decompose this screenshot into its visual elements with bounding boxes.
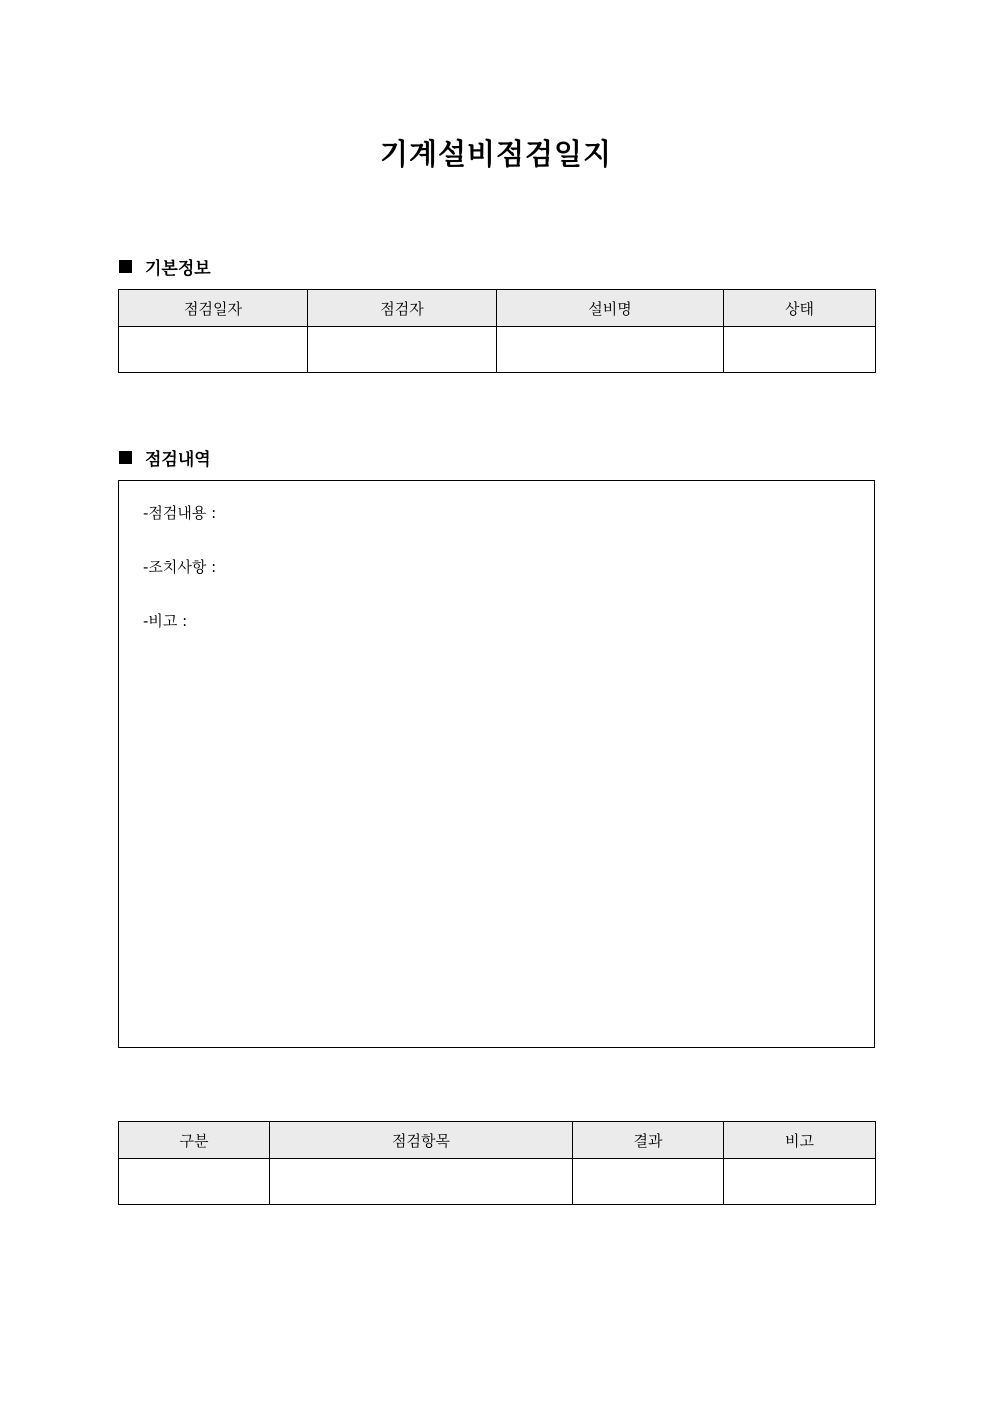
column-header-inspection-date: 점검일자 <box>119 290 308 327</box>
column-header-equipment-name: 설비명 <box>497 290 724 327</box>
result-cell[interactable] <box>573 1159 724 1205</box>
section-heading-basic-info <box>119 254 211 279</box>
status-cell[interactable] <box>724 327 876 373</box>
inspection-content-label: -점검내용 : <box>143 504 217 522</box>
section-heading-inspection-details <box>119 445 211 470</box>
inspection-details-box[interactable] <box>118 480 875 1048</box>
table-row <box>119 1159 876 1205</box>
basic-info-table <box>118 289 876 373</box>
column-header-status: 상태 <box>724 290 876 327</box>
table-header-row <box>119 1122 876 1159</box>
table-row <box>119 327 876 373</box>
table-header-row <box>119 290 876 327</box>
column-header-inspection-item: 점검항목 <box>270 1122 573 1159</box>
inspection-date-cell[interactable] <box>119 327 308 373</box>
action-taken-label: -조치사항 : <box>143 558 217 576</box>
category-cell[interactable] <box>119 1159 270 1205</box>
section-heading-label: 점검내역 <box>145 450 211 470</box>
inspector-cell[interactable] <box>308 327 497 373</box>
column-header-category: 구분 <box>119 1122 270 1159</box>
remarks-label: -비고 : <box>143 612 188 630</box>
square-bullet-icon <box>119 451 132 464</box>
document-title: 기계설비점검일지 <box>379 137 613 171</box>
column-header-inspector: 점검자 <box>308 290 497 327</box>
square-bullet-icon <box>119 260 132 273</box>
column-header-remarks: 비고 <box>724 1122 876 1159</box>
inspection-item-cell[interactable] <box>270 1159 573 1205</box>
column-header-result: 결과 <box>573 1122 724 1159</box>
equipment-name-cell[interactable] <box>497 327 724 373</box>
remarks-cell[interactable] <box>724 1159 876 1205</box>
inspection-items-table <box>118 1121 876 1205</box>
section-heading-label: 기본정보 <box>145 259 211 279</box>
